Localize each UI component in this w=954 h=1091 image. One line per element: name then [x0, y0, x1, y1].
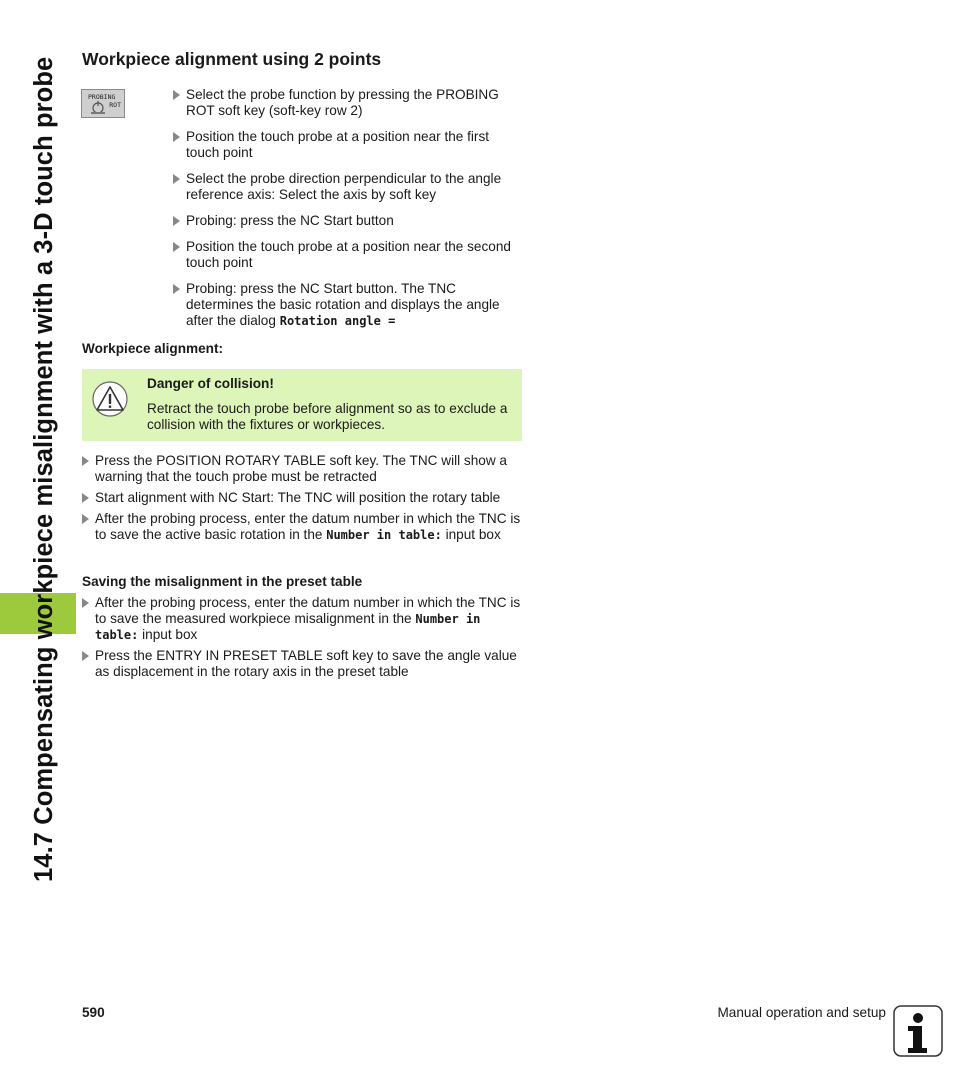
list-item: Select the probe direction perpendicular to the angle reference axis: Select the axis by soft key — [172, 171, 524, 203]
bullet-arrow-icon — [82, 456, 89, 466]
bullet-arrow-icon — [173, 90, 180, 100]
list-item: Position the touch probe at a position near the first touch point — [172, 129, 524, 161]
section-title: Workpiece alignment using 2 points — [82, 49, 382, 69]
list-item: Position the touch probe at a position near the second touch point — [172, 239, 524, 271]
warning-title: Danger of collision! — [147, 376, 274, 391]
probe-icon — [91, 101, 105, 115]
bullet-arrow-icon — [173, 216, 180, 226]
list-item: After the probing process, enter the datum number in which the TNC is to save the active basic rotation in the Number in table: input box — [82, 511, 524, 543]
list-item: Press the POSITION ROTARY TABLE soft key. The TNC will show a warning that the touch probe must be retracted — [82, 453, 524, 485]
list-item: Probing: press the NC Start button. The TNC determines the basic rotation and displays the angle after the dialog Rotation angle = — [172, 281, 524, 329]
collision-warning-box — [82, 369, 522, 441]
input-box-code: Number in table: — [326, 528, 442, 542]
bullet-arrow-icon — [173, 132, 180, 142]
list-item: Start alignment with NC Start: The TNC will position the rotary table — [82, 490, 524, 506]
probing-rot-softkey — [81, 89, 125, 118]
warning-icon — [92, 381, 128, 417]
chapter-title: 14.7 Compensating workpiece misalignment with a 3-D touch probe — [30, 56, 58, 882]
list-item: After the probing process, enter the datum number in which the TNC is to save the measured workpiece misalignment in the Number in table: input box — [82, 595, 524, 643]
preset-steps — [82, 595, 524, 685]
input-box-code: Number in table: — [95, 612, 481, 642]
bullet-arrow-icon — [173, 284, 180, 294]
list-item: Press the ENTRY IN PRESET TABLE soft key to save the angle value as displacement in the rotary axis in the preset table — [82, 648, 524, 680]
alignment-steps — [82, 453, 524, 548]
preset-heading: Saving the misalignment in the preset table — [82, 574, 363, 589]
softkey-label-line2: ROT — [109, 101, 121, 109]
warning-text: Retract the touch probe before alignment so as to exclude a collision with the fixtures or workpieces. — [147, 401, 508, 432]
footer-section-label: Manual operation and setup — [717, 1005, 886, 1020]
info-icon — [893, 1005, 943, 1057]
procedure-steps — [172, 87, 524, 339]
bullet-arrow-icon — [82, 598, 89, 608]
page-number: 590 — [82, 1005, 105, 1020]
list-item: Probing: press the NC Start button — [172, 213, 524, 229]
list-item: Select the probe function by pressing the PROBING ROT soft key (soft-key row 2) — [172, 87, 524, 119]
alignment-heading: Workpiece alignment: — [82, 341, 224, 356]
dialog-code: Rotation angle = — [279, 314, 396, 328]
bullet-arrow-icon — [82, 514, 89, 524]
bullet-arrow-icon — [82, 651, 89, 661]
bullet-arrow-icon — [173, 174, 180, 184]
bullet-arrow-icon — [82, 493, 89, 503]
softkey-label-line1: PROBING — [88, 93, 116, 101]
bullet-arrow-icon — [173, 242, 180, 252]
